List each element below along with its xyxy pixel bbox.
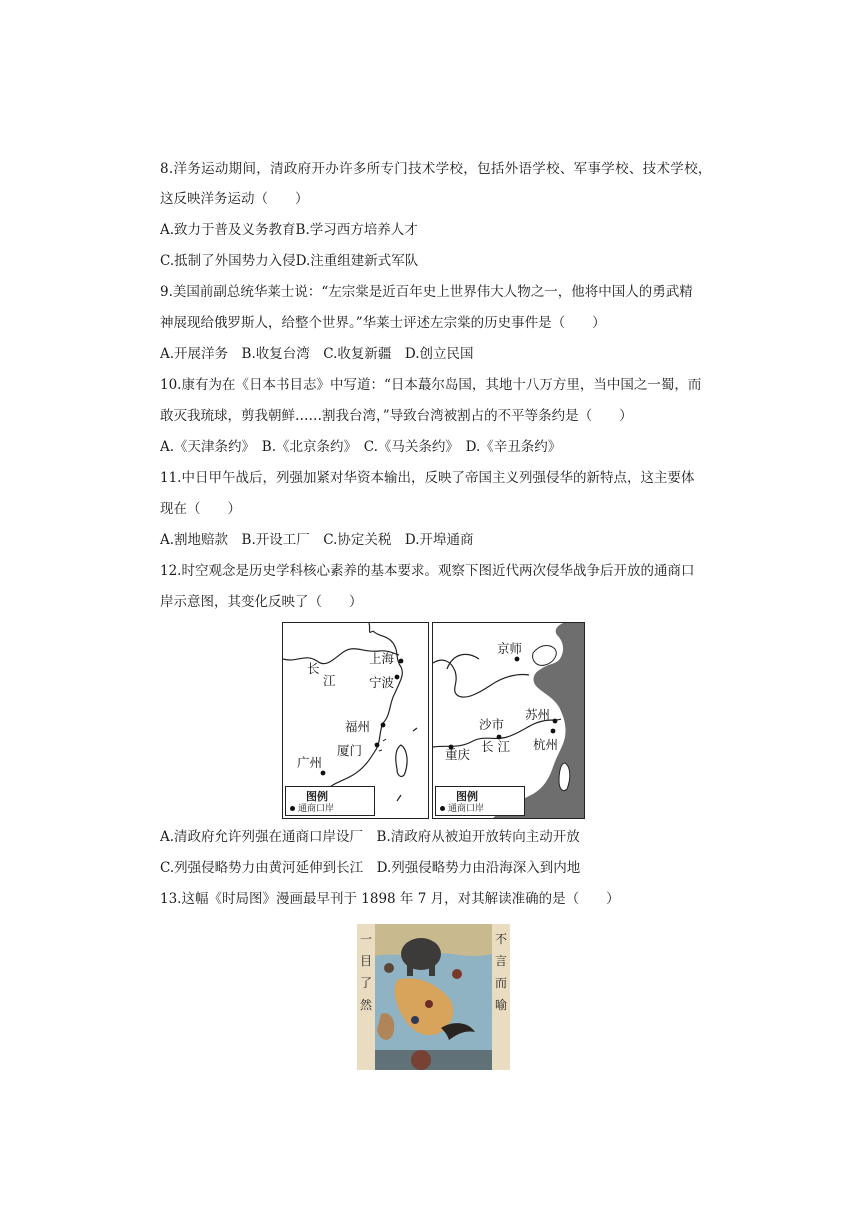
map-right-label-suzhou: 苏州 — [525, 707, 551, 722]
q11-stem-line2: 现在（ ） — [160, 501, 241, 517]
q8-stem-line1: 8.洋务运动期间，清政府开办许多所专门技术学校，包括外语学校、军事学校、技术学校， — [160, 161, 712, 177]
map-right-label-jingshi: 京师 — [497, 641, 523, 656]
q9-stem-line1: 9.美国前副总统华莱士说：“左宗棠是近百年史上世界伟大人物之一，他将中国人的勇武精 — [160, 284, 693, 300]
q12-stem-line1: 12.时空观念是历史学科核心素养的基本要求。观察下图近代两次侵华战争后开放的通商口 — [160, 563, 695, 579]
map-left-legend-title: 图例 — [306, 790, 328, 803]
treaty-ports-map-left — [282, 622, 429, 819]
cartoon-right-caption: 不言而喻 — [494, 932, 507, 1012]
q10-stem-line1: 10.康有为在《日本书目志》中写道：“日本蕞尔岛国，其地十八万方里，当中国之一蜀，而 — [160, 377, 702, 393]
map-left-label-changjiang-1: 长 — [307, 661, 320, 676]
map-right-legend-item: 通商口岸 — [440, 801, 484, 814]
map-left-label-guangzhou: 广州 — [297, 755, 323, 770]
cartoon-illustration — [357, 924, 510, 1070]
q10-options: A.《天津条约》 B.《北京条约》 C.《马关条约》 D.《辛丑条约》 — [160, 439, 562, 455]
map-left-legend-item: 通商口岸 — [290, 801, 334, 814]
map-right-legend-title: 图例 — [456, 790, 478, 803]
map-right-label-hangzhou: 杭州 — [533, 737, 559, 752]
map-right-label-chongqing: 重庆 — [445, 747, 471, 762]
q9-stem-line2: 神展现给俄罗斯人，给整个世界。”华莱士评述左宗棠的历史事件是（ ） — [160, 315, 606, 331]
q11-options: A.割地赔款 B.开设工厂 C.协定关税 D.开埠通商 — [160, 532, 474, 548]
q11-stem-line1: 11.中日甲午战后，列强加紧对华资本输出，反映了帝国主义列强侵华的新特点，这主要体 — [160, 470, 695, 486]
q12-options-line1: A.清政府允许列强在通商口岸设厂 B.清政府从被迫开放转向主动开放 — [160, 829, 580, 845]
port-dot-icon — [440, 806, 445, 811]
map-left-label-xiamen: 厦门 — [337, 743, 363, 758]
q13-stem-line1: 13.这幅《时局图》漫画最早刊于 1898 年 7 月，对其解读准确的是（ ） — [160, 891, 620, 907]
cartoon-left-caption: 一目了然 — [359, 932, 372, 1012]
port-dot-icon — [290, 806, 295, 811]
q8-options-line2: C.抵制了外国势力入侵D.注重组建新式军队 — [160, 253, 419, 269]
q8-options-line1: A.致力于普及义务教育B.学习西方培养人才 — [160, 222, 418, 238]
map-left-label-changjiang-2: 江 — [323, 673, 336, 688]
map-left-label-ningbo: 宁波 — [369, 675, 395, 690]
map-left-label-fuzhou: 福州 — [345, 719, 371, 734]
q9-options: A.开展洋务 B.收复台湾 C.收复新疆 D.创立民国 — [160, 346, 474, 362]
map-right-label-shashi: 沙市 — [479, 717, 505, 732]
map-left-label-shanghai: 上海 — [369, 651, 395, 666]
map-right-label-changjiang: 长 江 — [481, 739, 510, 754]
q12-stem-line2: 岸示意图，其变化反映了（ ） — [160, 594, 363, 610]
map-right-legend — [435, 786, 525, 816]
treaty-ports-map-right — [432, 622, 585, 819]
shiju-tu-cartoon-image — [357, 924, 510, 1070]
q10-stem-line2: 敢灭我琉球，剪我朝鲜……割我台湾，”导致台湾被割占的不平等条约是（ ） — [160, 408, 633, 424]
q8-stem-line2: 这反映洋务运动（ ） — [160, 191, 309, 207]
q12-options-line2: C.列强侵略势力由黄河延伸到长江 D.列强侵略势力由沿海深入到内地 — [160, 860, 581, 876]
map-left-legend — [285, 786, 375, 816]
